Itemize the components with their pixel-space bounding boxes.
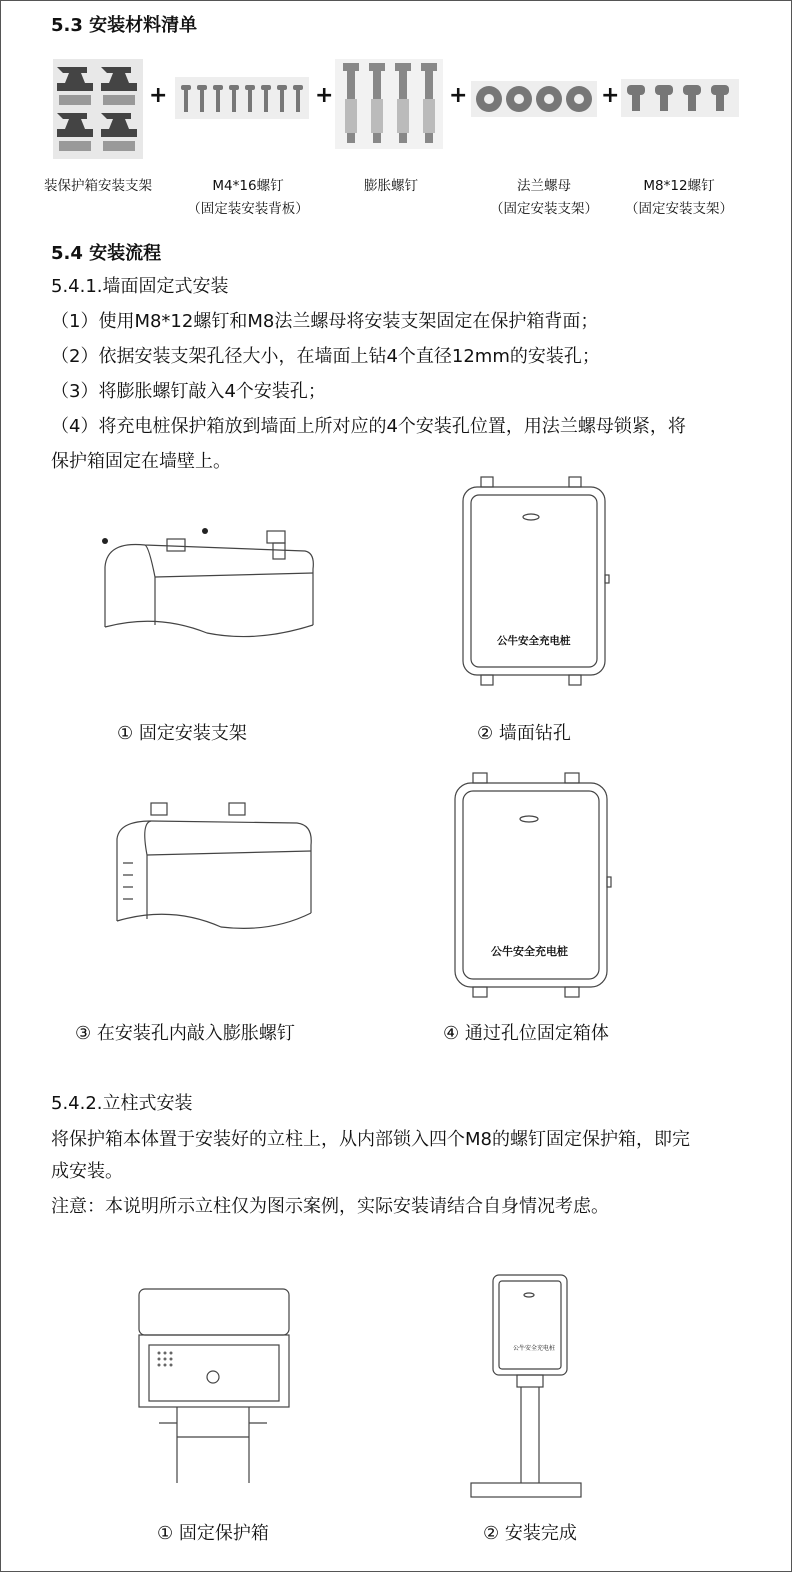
caption-wall-drill: ② 墙面钻孔 [477, 723, 571, 744]
fig-fix-to-pole [137, 1287, 293, 1483]
pole-install-text: 将保护箱本体置于安装好的立柱上，从内部锁入四个M8的螺钉固定保护箱，即完 [51, 1129, 690, 1150]
caption-expansion-bolts: ③ 在安装孔内敲入膨胀螺钉 [75, 1023, 295, 1044]
caption-fix-bracket: ① 固定安装支架 [117, 723, 247, 744]
fig-fix-bracket [97, 517, 321, 643]
caption-fix-to-pole: ① 固定保护箱 [157, 1523, 269, 1544]
bracket-label: 装保护箱安装支架 [44, 178, 152, 194]
step-1-text: （1）使用M8*12螺钉和M8法兰螺母将安装支架固定在保护箱背面； [51, 311, 599, 332]
flange-nut-image [471, 81, 597, 117]
fig-expansion-bolts [111, 801, 323, 931]
note-text: 注意：本说明所示立柱仅为图示案例，实际安装请结合自身情况考虑。 [51, 1196, 609, 1217]
step-3-text: （3）将膨胀螺钉敲入4个安装孔； [51, 381, 326, 402]
m8-screw-sublabel: （固定安装支架） [625, 201, 733, 217]
plus-sign: + [149, 83, 168, 108]
fig-fix-box [449, 773, 615, 1001]
section-5-4-title: 5.4 安装流程 [51, 243, 162, 264]
m4-screw-label: M4*16螺钉 [212, 178, 284, 194]
box-label-text: 公牛安全充电桩 [491, 945, 568, 958]
flange-nut-label: 法兰螺母 [517, 178, 571, 194]
expansion-bolt-image [335, 59, 443, 149]
caption-fix-box: ④ 通过孔位固定箱体 [443, 1023, 609, 1044]
pole-install-text-cont: 成安装。 [51, 1161, 123, 1182]
expansion-bolt-label: 膨胀螺钉 [364, 178, 418, 194]
section-5-3-title: 5.3 安装材料清单 [51, 15, 198, 36]
fig-install-complete [467, 1273, 583, 1501]
subsection-5-4-1-title: 5.4.1.墙面固定式安装 [51, 276, 229, 297]
plus-sign: + [601, 83, 620, 108]
m8-screw-label: M8*12螺钉 [643, 178, 715, 194]
box-label-text: 公牛安全充电桩 [513, 1345, 556, 1352]
box-label-text: 公牛安全充电桩 [497, 635, 571, 647]
step-4-text-cont: 保护箱固定在墙壁上。 [51, 451, 231, 472]
caption-install-complete: ② 安装完成 [483, 1523, 577, 1544]
m8-screw-image [621, 79, 739, 117]
bracket-image [53, 59, 143, 159]
m4-screw-image [175, 77, 309, 119]
flange-nut-sublabel: （固定安装支架） [490, 201, 598, 217]
fig-wall-drill [459, 477, 609, 689]
m4-screw-sublabel: （固定装安装背板） [187, 201, 309, 217]
step-2-text: （2）依据安装支架孔径大小，在墙面上钻4个直径12mm的安装孔； [51, 346, 600, 367]
step-4-text: （4）将充电桩保护箱放到墙面上所对应的4个安装孔位置，用法兰螺母锁紧，将 [51, 416, 686, 437]
plus-sign: + [315, 83, 334, 108]
subsection-5-4-2-title: 5.4.2.立柱式安装 [51, 1093, 193, 1114]
plus-sign: + [449, 83, 468, 108]
